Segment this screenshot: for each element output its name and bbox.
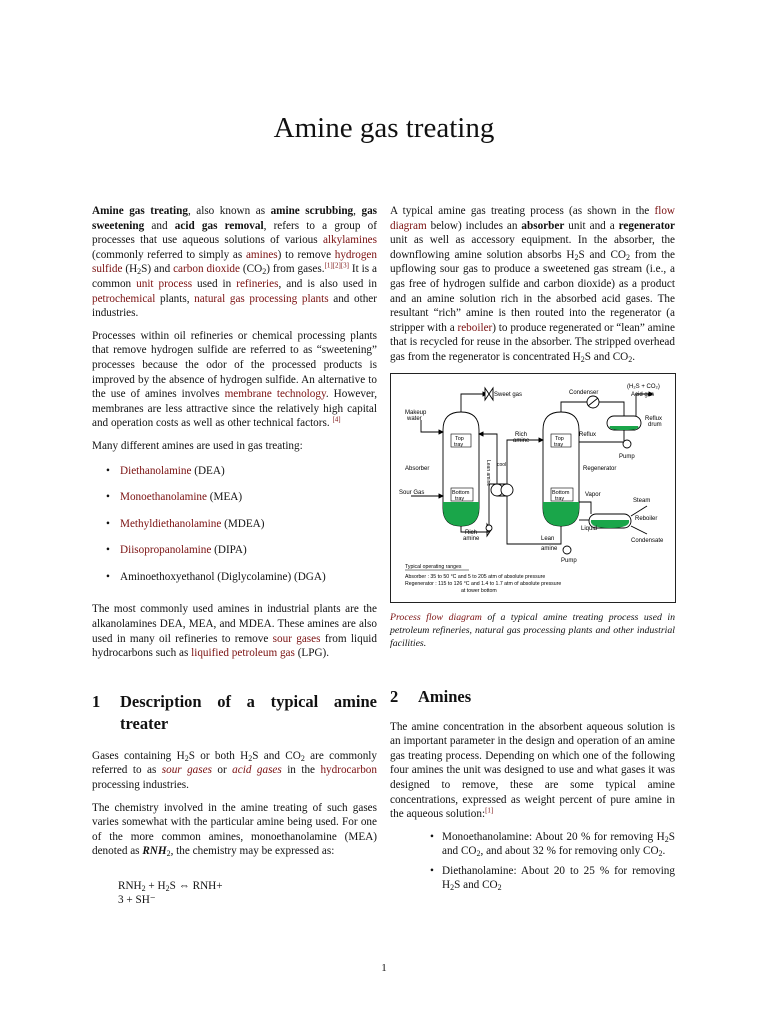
section-1-paragraph-1: Gases containing $H_2S$ or both $H_2S$ and $CO_2$ are commonly referred to as sour gases or acid gases in the hydrocarbon processing industries. bbox=[92, 749, 377, 792]
right-column bbox=[390, 204, 675, 905]
process-paragraph: A typical amine gas treating process (as shown in the flow diagram below) includes an absorber unit and a regenerator unit as well as accessory equipment. In the absorber, the downflowing amine solution absorbs $H_2S$ and $CO_2$ from the upflowing sour gas to produce a sweetened gas stream (i.e., a gas free of hydrogen sulfide and carbon dioxide) as a product and an amine solution rich in the absorbed acid gases. The resultant “rich” amine is then routed into the regenerator (a stripper with a reboiler) to produce regenerated or “lean” amine that is recycled for reuse in the absorber. The stripped overhead gas from the regenerator is concentrated $H_2S$ and $CO_2$. bbox=[390, 205, 676, 364]
label-condenser: Condenser bbox=[569, 389, 599, 396]
svg-text:water: water bbox=[407, 415, 422, 422]
page-number: 1 bbox=[381, 962, 387, 974]
diagram-svg bbox=[391, 374, 675, 602]
svg-text:amine: amine bbox=[463, 535, 480, 542]
link-sour-gases[interactable]: sour gases bbox=[272, 632, 321, 645]
amine-list bbox=[92, 464, 377, 585]
concentration-list bbox=[390, 830, 675, 893]
label-absorber: Absorber bbox=[405, 465, 430, 472]
svg-text:Rich: Rich bbox=[465, 529, 478, 536]
list-item: • Diisopropanolamine (DIPA) bbox=[106, 543, 377, 558]
link-alkylamines[interactable]: alkylamines bbox=[322, 234, 377, 247]
svg-text:at tower bottom: at tower bottom bbox=[461, 587, 497, 594]
link-diethanolamine[interactable]: Diethanolamine bbox=[120, 464, 192, 477]
citation-refs[interactable]: [1][2][3] bbox=[324, 261, 350, 270]
svg-text:Rich: Rich bbox=[515, 431, 528, 438]
absorber-top-label: Top bbox=[455, 435, 464, 442]
link-natural-gas-processing[interactable]: natural gas processing plants bbox=[194, 292, 329, 305]
amines-intro: Many different amines are used in gas treating: bbox=[92, 439, 303, 452]
svg-text:Lean: Lean bbox=[541, 535, 555, 542]
svg-text:Bottom: Bottom bbox=[452, 489, 470, 496]
list-item: • Aminoethoxyethanol (Diglycolamine) (DGA) bbox=[106, 570, 377, 585]
link-amines[interactable]: amines bbox=[245, 248, 278, 261]
svg-text:amine: amine bbox=[541, 545, 558, 552]
link-hydrocarbon[interactable]: hydrocarbon bbox=[320, 764, 377, 777]
list-item: • Monoethanolamine (MEA) bbox=[106, 490, 377, 505]
link-acid-gases[interactable]: acid gases bbox=[232, 764, 282, 777]
section-2-paragraph: The amine concentration in the absorbent aqueous solution is an important parameter in the design and operation of an amine gas treating process. Depending on which one of the following four amines the unit was designed to use and what gases it was designed to remove, these are some typical amine concentrations, expressed as weight percent of pure amine in the aqueous solution:[1] bbox=[390, 720, 675, 821]
list-item: • Monoethanolamine: About 20 % for removing $H_2S$ and $CO_2$, and about 32 % for removing only $CO_2$. bbox=[430, 830, 675, 859]
link-carbon-dioxide[interactable]: carbon dioxide bbox=[173, 263, 240, 276]
svg-text:Vapor: Vapor bbox=[585, 491, 601, 498]
list-item: • Diethanolamine: About 20 to 25 % for removing $H_2S$ and $CO_2$ bbox=[430, 864, 675, 893]
sweetening-paragraph: Processes within oil refineries or chemical processing plants that remove hydrogen sulfide are referred to as “sweetening” processes because the odor of the processed products is improved by the absence of hydrogen sulfide. An alternative to the use of amines involves membrane technology. However, membranes are less attractive since the relatively high capital and operation costs as well as other technical factors. [4] bbox=[92, 329, 377, 430]
link-monoethanolamine[interactable]: Monoethanolamine bbox=[120, 491, 207, 504]
label-regenerator: Regenerator bbox=[583, 465, 617, 472]
svg-text:Condensate: Condensate bbox=[631, 537, 664, 544]
svg-text:Makeup: Makeup bbox=[405, 409, 427, 416]
list-item: • Methyldiethanolamine (MDEA) bbox=[106, 517, 377, 532]
svg-text:tray: tray bbox=[555, 495, 565, 502]
link-lpg[interactable]: liquified petroleum gas bbox=[191, 647, 295, 660]
svg-text:Absorber : 35 to 50 °C and 5: Absorber : 35 to 50 °C and 5 to 205 atm of absolute pressure bbox=[405, 573, 546, 580]
svg-text:cool: cool bbox=[497, 461, 507, 468]
svg-text:drum: drum bbox=[648, 421, 662, 428]
citation-ref-1[interactable]: [1] bbox=[485, 806, 494, 815]
operating-ranges-title: Typical operating ranges bbox=[405, 563, 462, 570]
section-1-paragraph-2: The chemistry involved in the amine treating of such gases varies somewhat with the particular amine being used. For one of the more common amines, monoethanolamine (MEA) denoted as $RNH_2$, the chemistry may be expressed as: bbox=[92, 801, 377, 859]
link-methyldiethanolamine[interactable]: Methyldiethanolamine bbox=[120, 517, 222, 530]
svg-text:tray: tray bbox=[454, 441, 464, 448]
section-1-heading: 1 Description of a typical amine treater bbox=[92, 691, 377, 733]
link-reboiler[interactable]: reboiler bbox=[457, 321, 493, 334]
link-unit-process[interactable]: unit process bbox=[136, 277, 193, 290]
svg-text:Pump: Pump bbox=[619, 453, 635, 460]
svg-text:(H₂S + CO₂): (H₂S + CO₂) bbox=[627, 383, 660, 390]
left-column bbox=[92, 204, 377, 907]
figure-caption: Process flow diagram of a typical amine treating process used in petroleum refineries, natural gas processing plants and other industrial facilities. bbox=[390, 611, 675, 649]
term-amine-gas-treating: Amine gas treating bbox=[92, 205, 188, 217]
svg-text:Liquid: Liquid bbox=[581, 525, 598, 532]
svg-text:Reflux: Reflux bbox=[645, 415, 663, 422]
label-sour-gas: Sour Gas bbox=[399, 489, 425, 496]
svg-text:Pump: Pump bbox=[561, 557, 577, 564]
chemical-equation: $RNH_2 + H_2S$ ⇔ RNH+ 3 + SH⁻ bbox=[118, 880, 223, 906]
link-sour-gases-2[interactable]: sour gases bbox=[161, 764, 212, 777]
svg-text:Lean amine: Lean amine bbox=[485, 459, 491, 486]
label-acid-gas: Acid gas bbox=[631, 391, 655, 398]
svg-text:tray: tray bbox=[554, 441, 564, 448]
term-amine-scrubbing: amine scrubbing bbox=[270, 205, 354, 217]
link-membrane-technology[interactable]: membrane technology bbox=[224, 388, 326, 401]
link-petrochemical[interactable]: petrochemical bbox=[92, 292, 156, 305]
section-2-heading: 2 Amines bbox=[390, 686, 472, 706]
process-flow-diagram bbox=[390, 373, 676, 603]
link-process-flow-diagram[interactable]: Process flow diagram bbox=[390, 611, 482, 623]
link-refineries[interactable]: refineries bbox=[236, 277, 279, 290]
intro-paragraph: Amine gas treating, also known as amine scrubbing, gas sweetening and acid gas removal, refers to a group of processes that use aqueous solutions of various alkylamines (commonly referred to simply as amines) to remove hydrogen sulfide $(H_2S)$ and carbon dioxide $(CO_2)$ from gases.[1][2][3] It is a common unit process used in refineries, and is also used in petrochemical plants, natural gas processing plants and other industries. bbox=[92, 205, 378, 320]
page-title: Amine gas treating bbox=[273, 112, 495, 144]
link-hydrogen-sulfide[interactable]: hydrogen sulfide bbox=[92, 248, 377, 276]
svg-text:Bottom: Bottom bbox=[552, 489, 570, 496]
term-gas-sweetening: gas sweetening bbox=[92, 205, 378, 232]
link-flow-diagram[interactable]: flow diagram bbox=[390, 205, 675, 232]
label-reboiler: Reboiler bbox=[635, 515, 658, 522]
list-item: • Diethanolamine (DEA) bbox=[106, 464, 377, 479]
link-diisopropanolamine[interactable]: Diisopropanolamine bbox=[120, 544, 212, 557]
svg-text:amine: amine bbox=[513, 437, 530, 444]
label-sweet-gas: Sweet gas bbox=[494, 391, 523, 398]
svg-text:Top: Top bbox=[555, 435, 564, 442]
citation-ref-4[interactable]: [4] bbox=[332, 415, 341, 424]
svg-text:tray: tray bbox=[455, 495, 465, 502]
svg-text:Steam: Steam bbox=[633, 497, 651, 504]
svg-text:Regenerator : 115 to 126 °C a: Regenerator : 115 to 126 °C and 1.4 to 1.7 atm of absolute pressure bbox=[405, 580, 562, 587]
alkanolamines-paragraph: The most commonly used amines in industrial plants are the alkanolamines DEA, MEA, and MDEA. These amines are also used in many oil refineries to remove sour gases from liquid hydrocarbons such as liquified petroleum gas (LPG). bbox=[92, 603, 377, 660]
svg-text:Reflux: Reflux bbox=[579, 431, 597, 438]
term-acid-gas-removal: acid gas removal bbox=[174, 219, 264, 232]
